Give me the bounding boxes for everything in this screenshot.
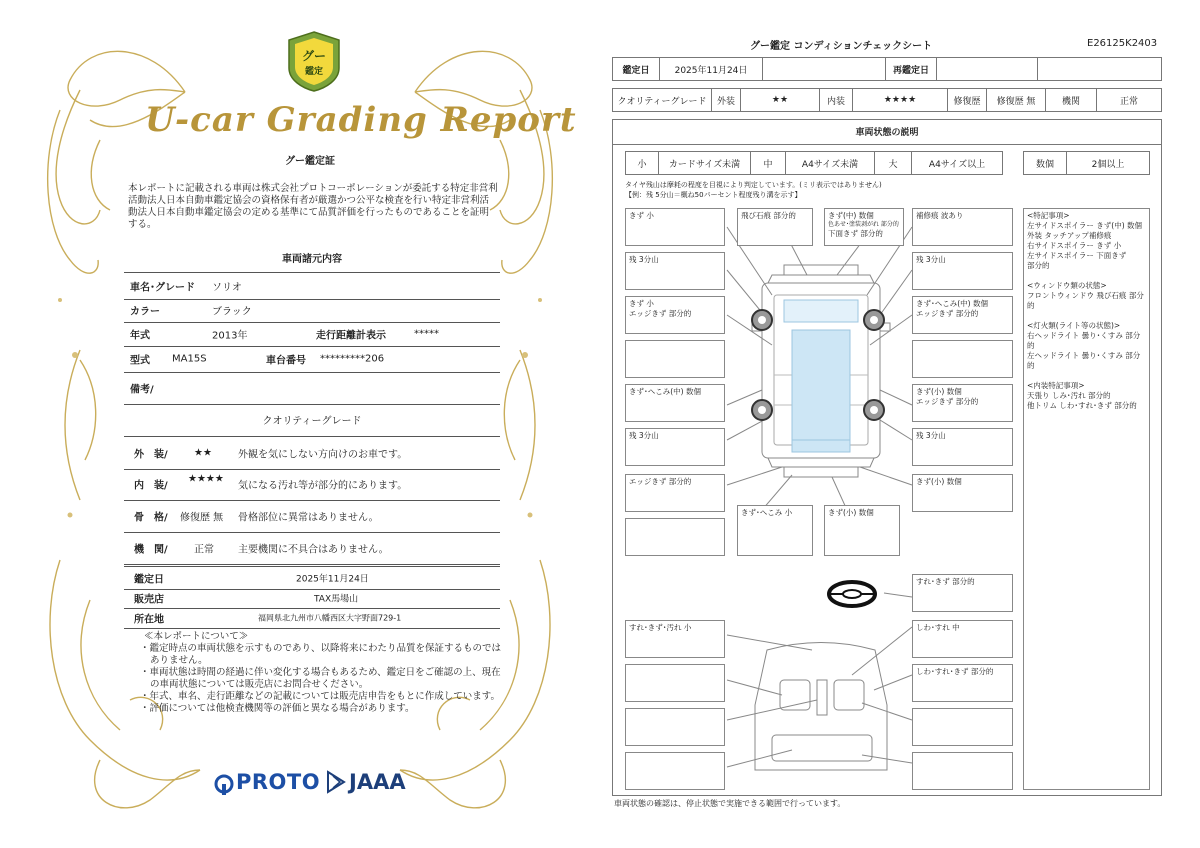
quality-stars: ★★★★ xyxy=(188,473,224,485)
damage-line: 下面きず 部分的 xyxy=(828,229,883,238)
jaaa-logo-icon xyxy=(326,770,346,794)
interior-box-empty xyxy=(625,708,725,746)
note-line: 左サイドスポイラー 下面きず xyxy=(1027,251,1127,260)
damage-box-empty xyxy=(912,340,1013,378)
legend-count: 数個 xyxy=(1023,151,1067,175)
tire-box: 残 3分山 xyxy=(912,428,1013,466)
spec-row-name xyxy=(124,272,500,300)
legend-count-desc: 2個以上 xyxy=(1066,151,1150,175)
date-label: 鑑定日 xyxy=(612,57,660,81)
repair-label: 修復歴 xyxy=(947,88,987,112)
special-notes xyxy=(1023,208,1150,790)
damage-box xyxy=(912,384,1013,422)
certificate-text: 本レポートに記載される車両は株式会社プロトコーポレーションが委託する特定非営利活動法人日本自動車鑑定協会の資格保有者が厳選かつ公平な検査を行い特定非営利活動法人日本自動車鑑定協会の定める基準にて品質評価を行ったものであることを証明する。 xyxy=(128,183,498,230)
shop-value: TAX馬場山 xyxy=(314,594,359,605)
quality-label: 内 装/ xyxy=(134,480,168,492)
report-title: U-car Grading Report xyxy=(145,100,577,140)
name-label: 車名･グレード xyxy=(130,282,195,294)
interior-box: しわ･すれ･きず 部分的 xyxy=(912,664,1013,702)
quality-row xyxy=(124,468,500,501)
steering-box: すれ･きず 部分的 xyxy=(912,574,1013,612)
note-spacer xyxy=(1027,371,1146,381)
date-value: 2025年11月24日 xyxy=(296,574,369,585)
reinspect-label: 再鑑定日 xyxy=(885,57,937,81)
legend-mid-desc: A4サイズ未満 xyxy=(785,151,875,175)
spec-row-model xyxy=(124,346,500,373)
damage-box: 補修痕 波あり xyxy=(912,208,1013,246)
address-value: 福岡県北九州市八幡西区大字野面729-1 xyxy=(258,613,402,623)
note-line: 左サイドスポイラー きず(中) 数個 xyxy=(1027,221,1143,230)
spec-row-year xyxy=(124,322,500,347)
interior-label: 内装 xyxy=(819,88,853,112)
proto-logo: PROTO xyxy=(236,770,321,794)
note-line: <ウィンドウ類の状態> xyxy=(1027,281,1107,290)
damage-box xyxy=(912,296,1013,334)
note-spacer xyxy=(1027,271,1146,281)
interior-box-empty xyxy=(912,752,1013,790)
damage-box: エッジきず 部分的 xyxy=(625,474,725,512)
quality-desc: 気になる汚れ等が部分的にあります。 xyxy=(238,480,408,492)
notes-item: ・車両状態は時間の経過に伴い変化する場合もあるため、鑑定日をご確認の上、現在の車両状態については販売店にお問合せください。 xyxy=(140,667,501,690)
model-value: MA15S xyxy=(172,353,207,365)
damage-box: きず(小) 数個 xyxy=(824,505,900,556)
legend-large: 大 xyxy=(874,151,912,175)
exterior-label: 外装 xyxy=(711,88,741,112)
reinspect-blank xyxy=(1037,57,1162,81)
note-line: 右サイドスポイラー きず 小 xyxy=(1027,241,1122,250)
color-label: カラー xyxy=(130,306,160,318)
note-line: 右ヘッドライト 曇り･くすみ 部分的 xyxy=(1027,331,1141,350)
quality-desc: 主要機関に不具合はありません。 xyxy=(238,544,389,556)
name-value: ソリオ xyxy=(212,282,242,294)
damage-box xyxy=(824,208,904,246)
quality-stars: 修復歴 無 xyxy=(180,512,224,524)
notes-item: ・評価については他検査機関等の評価と異なる場合があります。 xyxy=(140,703,415,714)
interior-box: すれ･きず･汚れ 小 xyxy=(625,620,725,658)
notes-item: ・年式、車名、走行距離などの記載については販売店申告をもとに作成しています。 xyxy=(140,691,501,702)
note-line: 他トリム しわ･すれ･きず 部分的 xyxy=(1027,401,1137,410)
goo-badge-logo xyxy=(284,30,344,92)
date-label: 鑑定日 xyxy=(134,574,164,586)
interior-box: しわ･すれ 中 xyxy=(912,620,1013,658)
document-id: E26125K2403 xyxy=(1087,38,1158,49)
sheet-title: グー鑑定 コンディションチェックシート xyxy=(750,41,933,52)
reinspect-value xyxy=(936,57,1038,81)
note-line: 部分的 xyxy=(1027,261,1050,270)
quality-label: 外 装/ xyxy=(134,449,168,461)
damage-line: きず･へこみ(中) 数個 xyxy=(916,299,988,308)
note-spacer xyxy=(1027,311,1146,321)
damage-box: きず(小) 数個 xyxy=(912,474,1013,512)
damage-line: エッジきず 部分的 xyxy=(916,309,979,318)
exterior-value: ★★ xyxy=(740,88,820,112)
proto-logo-icon xyxy=(214,774,234,796)
quality-row xyxy=(124,436,500,470)
note-line: <内装特記事項> xyxy=(1027,381,1085,390)
jaaa-logo: JAAA xyxy=(349,770,406,794)
interior-box-empty xyxy=(625,752,725,790)
grade-label: クオリティーグレード xyxy=(612,88,712,112)
tire-note: タイヤ残山は摩耗の程度を目視により判定しています。(ミリ表示ではありません) xyxy=(625,181,882,189)
quality-desc: 外観を気にしない方向けのお車です。 xyxy=(238,449,408,461)
quality-label: 骨 格/ xyxy=(134,512,168,524)
address-row xyxy=(124,608,500,629)
damage-box xyxy=(625,296,725,334)
interior-box-empty xyxy=(625,664,725,702)
mileage-value: ***** xyxy=(414,328,439,340)
note-line: 天張り しみ･汚れ 部分的 xyxy=(1027,391,1111,400)
damage-box: 飛び石痕 部分的 xyxy=(737,208,813,246)
date-blank xyxy=(762,57,886,81)
svg-text:鑑定: 鑑定 xyxy=(304,67,324,77)
damage-line: きず 小 xyxy=(629,299,654,308)
quality-heading: クオリティーグレード xyxy=(262,416,362,427)
engine-value: 正常 xyxy=(1096,88,1162,112)
state-heading: 車両状態の説明 xyxy=(612,119,1162,145)
quality-stars: ★★ xyxy=(194,447,212,459)
tire-box: 残 3分山 xyxy=(625,428,725,466)
tire-box: 残 3分山 xyxy=(912,252,1013,290)
chassis-label: 車台番号 xyxy=(266,355,306,367)
engine-label: 機関 xyxy=(1045,88,1097,112)
chassis-value: *********206 xyxy=(320,353,385,365)
condition-check-sheet xyxy=(600,0,1200,848)
svg-text:グー: グー xyxy=(301,49,327,63)
damage-line: 色あせ･塗装剥がれ 部分的 xyxy=(828,221,899,228)
tire-box: 残 3分山 xyxy=(625,252,725,290)
note-line: <灯火類(ライト等の状態)> xyxy=(1027,321,1121,330)
damage-line: きず(小) 数個 xyxy=(916,387,962,396)
year-label: 年式 xyxy=(130,330,150,342)
inspection-date-row xyxy=(124,566,500,590)
interior-box-empty xyxy=(912,708,1013,746)
quality-stars: 正常 xyxy=(194,544,214,556)
tire-note-example: 【例：残 5分山＝概ね50パーセント程度残り溝を示す】 xyxy=(625,191,802,199)
damage-line: きず(中) 数個 xyxy=(828,211,874,220)
damage-box: きず･へこみ 小 xyxy=(737,505,813,556)
legend-large-desc: A4サイズ以上 xyxy=(911,151,1003,175)
spec-row-remarks xyxy=(124,372,500,405)
quality-desc: 骨格部位に異常はありません。 xyxy=(238,512,379,524)
note-line: <特記事項> xyxy=(1027,211,1070,220)
legend-mid: 中 xyxy=(750,151,786,175)
damage-line: エッジきず 部分的 xyxy=(916,397,979,406)
quality-row xyxy=(124,500,500,533)
color-value: ブラック xyxy=(212,306,252,318)
sheet-footer: 車両状態の確認は、停止状態で実施できる範囲で行っています。 xyxy=(614,799,846,808)
damage-line: エッジきず 部分的 xyxy=(629,309,692,318)
quality-label: 機 関/ xyxy=(134,544,168,556)
damage-box: きず･へこみ(中) 数個 xyxy=(625,384,725,422)
note-line: 左ヘッドライト 曇り･くすみ 部分的 xyxy=(1027,351,1141,370)
legend-small-desc: カードサイズ未満 xyxy=(658,151,751,175)
spec-row-color xyxy=(124,298,500,323)
legend-small: 小 xyxy=(625,151,659,175)
specs-heading: 車両諸元内容 xyxy=(282,254,342,265)
date-value: 2025年11月24日 xyxy=(659,57,763,81)
damage-box-empty xyxy=(625,340,725,378)
shop-row xyxy=(124,588,500,609)
damage-box: きず 小 xyxy=(625,208,725,246)
certificate-heading: グー鑑定証 xyxy=(285,156,335,167)
interior-value: ★★★★ xyxy=(852,88,948,112)
notes-item: ・鑑定時点の車両状態を示すものであり、以降将来にわたり品質を保証するものではありません。 xyxy=(140,643,502,666)
remarks-label: 備考/ xyxy=(130,384,154,396)
note-line: フロントウィンドウ 飛び石痕 部分的 xyxy=(1027,291,1144,310)
note-line: 外装 タッチアップ補修痕 xyxy=(1027,231,1112,240)
damage-box-empty xyxy=(625,518,725,556)
quality-row xyxy=(124,532,500,565)
address-label: 所在地 xyxy=(134,614,164,626)
repair-value: 修復歴 無 xyxy=(986,88,1046,112)
model-label: 型式 xyxy=(130,355,150,367)
year-value: 2013年 xyxy=(212,330,248,342)
shop-label: 販売店 xyxy=(134,594,164,606)
report-notes xyxy=(138,631,508,715)
mileage-label: 走行距離計表示 xyxy=(316,330,386,342)
notes-heading: ≪本レポートについて≫ xyxy=(144,631,249,642)
